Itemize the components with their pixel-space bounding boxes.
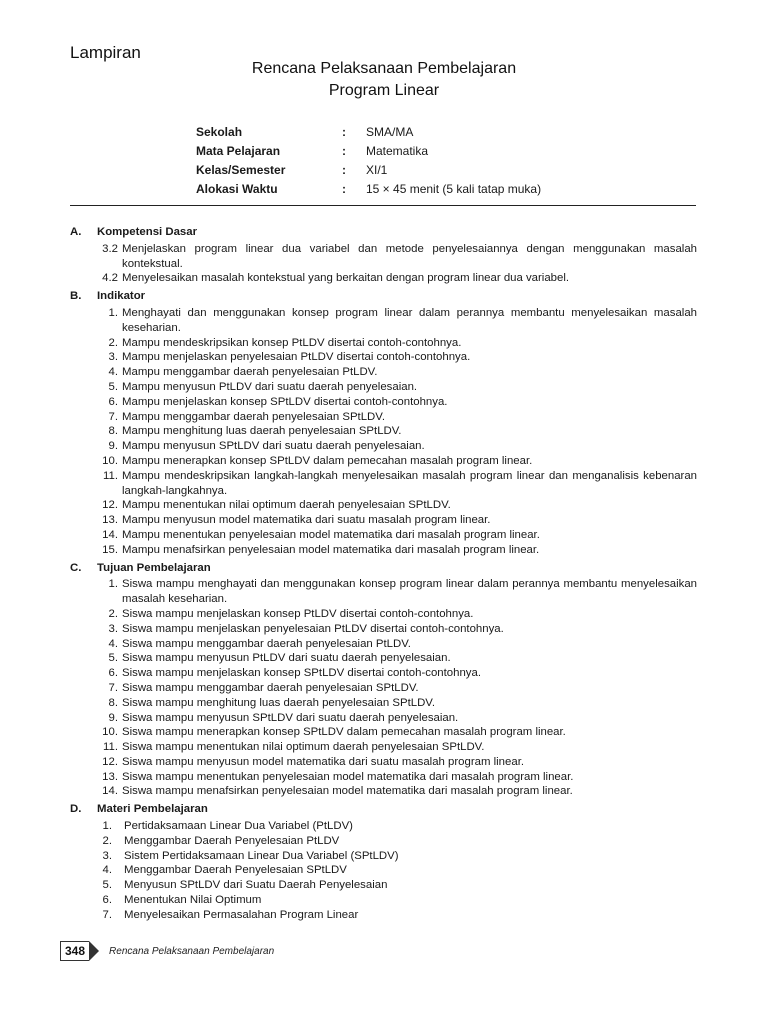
list-item	[70, 696, 697, 711]
meta-colon: :	[342, 144, 346, 158]
list-item-text: Siswa mampu menggambar daerah penyelesaian SPtLDV.	[122, 681, 419, 694]
list-item-text: Siswa mampu menghitung luas daerah penyelesaian SPtLDV.	[122, 696, 436, 709]
list-item-text: Siswa mampu menyusun PtLDV dari suatu daerah penyelesaian.	[122, 652, 451, 665]
list-item-number: 15.	[102, 543, 118, 556]
list-item-number: 2.	[108, 336, 118, 349]
list-item	[70, 666, 697, 681]
list-item-text: Siswa mampu menerapkan konsep SPtLDV dalam pemecahan masalah program linear.	[122, 726, 566, 739]
list-item-number: 5.	[102, 879, 112, 892]
list-item-text: Pertidaksamaan Linear Dua Variabel (PtLDV)	[124, 820, 353, 833]
list-item	[70, 878, 697, 893]
list-item	[70, 469, 697, 499]
list-item	[70, 770, 697, 785]
list-item-text: Mampu menentukan penyelesaian model matematika dari masalah program linear.	[122, 528, 540, 541]
section-items	[70, 819, 697, 923]
list-item	[70, 908, 697, 923]
list-item-text: Menggambar Daerah Penyelesaian SPtLDV	[124, 864, 347, 877]
meta-row-alokasi-waktu	[196, 180, 541, 199]
section-tujuan-pembelajaran	[70, 561, 697, 800]
list-item	[70, 380, 697, 395]
list-item-text: Siswa mampu menyusun SPtLDV dari suatu daerah penyelesaian.	[122, 711, 459, 724]
meta-value: Matematika	[366, 144, 429, 158]
section-items	[70, 577, 697, 799]
meta-key: Mata Pelajaran	[196, 144, 281, 158]
list-item	[70, 528, 697, 543]
list-item	[70, 755, 697, 770]
list-item	[70, 637, 697, 652]
meta-colon: :	[342, 182, 346, 196]
header-divider	[70, 205, 696, 206]
list-item	[70, 424, 697, 439]
list-item	[70, 454, 697, 469]
document-title	[0, 58, 768, 102]
list-item	[70, 784, 697, 799]
list-item-number: 3.2	[102, 242, 118, 255]
list-item	[70, 607, 697, 622]
list-item	[70, 513, 697, 528]
list-item-number: 8.	[108, 696, 118, 709]
list-item-text: Siswa mampu menafsirkan penyelesaian model matematika dari masalah program linear.	[122, 785, 573, 798]
list-item-text: Mampu menerapkan konsep SPtLDV dalam pemecahan masalah program linear.	[122, 454, 533, 467]
title-line-2: Program Linear	[328, 82, 440, 99]
list-item	[70, 711, 697, 726]
list-item	[70, 725, 697, 740]
list-item-number: 4.	[108, 637, 118, 650]
list-item-number: 13.	[102, 514, 118, 527]
section-indikator	[70, 289, 697, 557]
list-item-text: Menyelesaikan Permasalahan Program Linear	[124, 908, 359, 921]
list-item-text: Siswa mampu menyusun model matematika dari suatu masalah program linear.	[122, 755, 525, 768]
section-title: Materi Pembelajaran	[97, 803, 208, 816]
list-item-text: Mampu menggambar daerah penyelesaian SPtLDV.	[122, 410, 385, 423]
section-letter: C.	[70, 561, 82, 574]
list-item-number: 3.	[102, 849, 112, 862]
list-item-text: Menghayati dan menggunakan konsep program linear dalam perannya membantu menyelesaikan masalah keseharian.	[122, 306, 697, 334]
list-item	[70, 365, 697, 380]
list-item-text: Mampu menentukan nilai optimum daerah penyelesaian SPtLDV.	[122, 499, 451, 512]
footer-title: Rencana Pelaksanaan Pembelajaran	[109, 945, 275, 957]
list-item-text: Menyusun SPtLDV dari Suatu Daerah Penyelesaian	[124, 879, 388, 892]
list-item-number: 9.	[108, 440, 118, 453]
list-item-text: Mampu menjelaskan konsep SPtLDV disertai contoh-contohnya.	[122, 395, 448, 408]
list-item	[70, 834, 697, 849]
list-item	[70, 622, 697, 637]
list-item-number: 4.	[108, 366, 118, 379]
list-item-number: 14.	[102, 528, 118, 541]
page-number: 348	[60, 941, 89, 961]
list-item-number: 12.	[102, 499, 118, 512]
list-item-number: 2.	[108, 607, 118, 620]
section-letter: A.	[70, 226, 82, 238]
list-item-number: 10.	[102, 454, 118, 467]
meta-key: Kelas/Semester	[196, 163, 286, 177]
meta-key: Alokasi Waktu	[196, 182, 278, 196]
list-item	[70, 543, 697, 558]
list-item	[70, 336, 697, 351]
list-item-number: 6.	[102, 894, 112, 907]
list-item-text: Menjelaskan program linear dua variabel dan metode penyelesaiannya dengan menggunakan masalah kontekstual.	[122, 242, 697, 270]
meta-value: XI/1	[366, 163, 388, 177]
section-items	[70, 242, 697, 286]
list-item-number: 4.2	[102, 272, 118, 285]
appendix-label: Lampiran	[70, 43, 141, 62]
meta-colon: :	[342, 125, 346, 139]
list-item-number: 3.	[108, 622, 118, 635]
list-item-number: 7.	[102, 908, 112, 921]
list-item-text: Mampu mendeskripsikan konsep PtLDV disertai contoh-contohnya.	[122, 336, 462, 349]
list-item	[70, 740, 697, 755]
section-items	[70, 306, 697, 558]
list-item	[70, 439, 697, 454]
section-title: Kompetensi Dasar	[97, 226, 198, 238]
page-footer	[60, 940, 274, 962]
meta-value: SMA/MA	[366, 125, 414, 139]
section-heading	[70, 289, 697, 304]
list-item-number: 11.	[103, 741, 118, 754]
list-item-number: 11.	[103, 469, 118, 482]
list-item-number: 14.	[102, 785, 118, 798]
list-item-number: 6.	[108, 395, 118, 408]
list-item	[70, 681, 697, 696]
section-heading	[70, 225, 697, 240]
list-item	[70, 893, 697, 908]
list-item-text: Mampu menggambar daerah penyelesaian PtLDV.	[122, 366, 378, 379]
list-item-number: 5.	[108, 652, 118, 665]
section-letter: D.	[70, 803, 82, 816]
list-item-number: 13.	[102, 770, 118, 783]
list-item-number: 2.	[102, 834, 112, 847]
page-arrow-icon	[89, 941, 99, 961]
list-item-number: 1.	[108, 306, 118, 319]
list-item-text: Mampu menyusun model matematika dari suatu masalah program linear.	[122, 514, 491, 527]
list-item-text: Mampu menyusun PtLDV dari suatu daerah penyelesaian.	[122, 380, 418, 393]
list-item-text: Menggambar Daerah Penyelesaian PtLDV	[124, 834, 340, 847]
list-item	[70, 651, 697, 666]
list-item-number: 1.	[102, 820, 112, 833]
list-item	[70, 577, 697, 607]
list-item-number: 6.	[108, 667, 118, 680]
section-heading	[70, 561, 697, 576]
list-item	[70, 863, 697, 878]
list-item-text: Siswa mampu menjelaskan konsep PtLDV disertai contoh-contohnya.	[122, 607, 474, 620]
list-item	[70, 350, 697, 365]
list-item-text: Siswa mampu menentukan penyelesaian model matematika dari masalah program linear.	[122, 770, 574, 783]
meta-row-kelas-semester	[196, 161, 541, 180]
meta-value: 15 × 45 menit (5 kali tatap muka)	[366, 182, 542, 196]
list-item	[70, 849, 697, 864]
list-item	[70, 242, 697, 272]
list-item-text: Siswa mampu menggambar daerah penyelesaian PtLDV.	[122, 637, 411, 650]
list-item-text: Mampu menjelaskan penyelesaian PtLDV disertai contoh-contohnya.	[122, 351, 471, 364]
document-body	[70, 225, 697, 926]
list-item-text: Mampu menghitung luas daerah penyelesaian SPtLDV.	[122, 425, 402, 438]
list-item-text: Siswa mampu menghayati dan menggunakan konsep program linear dalam perannya membantu menyelesaikan masalah keseharian.	[122, 578, 697, 606]
section-heading	[70, 802, 697, 817]
list-item-text: Mampu menafsirkan penyelesaian model matematika dari masalah program linear.	[122, 543, 540, 556]
section-kompetensi-dasar	[70, 225, 697, 286]
section-materi-pembelajaran	[70, 802, 697, 922]
list-item-text: Siswa mampu menentukan nilai optimum daerah penyelesaian SPtLDV.	[122, 741, 485, 754]
list-item-text: Mampu menyusun SPtLDV dari suatu daerah penyelesaian.	[122, 440, 425, 453]
list-item-text: Menentukan Nilai Optimum	[124, 894, 262, 907]
list-item	[70, 819, 697, 834]
list-item-number: 7.	[108, 681, 118, 694]
section-title: Indikator	[97, 290, 146, 303]
list-item-number: 3.	[108, 351, 118, 364]
list-item-number: 1.	[108, 578, 118, 591]
list-item	[70, 410, 697, 425]
title-line-1: Rencana Pelaksanaan Pembelajaran	[251, 60, 517, 77]
list-item-number: 10.	[102, 726, 118, 739]
section-title: Tujuan Pembelajaran	[97, 561, 211, 574]
list-item	[70, 395, 697, 410]
list-item-number: 8.	[108, 425, 118, 438]
section-letter: B.	[70, 290, 82, 303]
list-item-number: 9.	[108, 711, 118, 724]
meta-row-sekolah	[196, 123, 541, 142]
list-item-text: Mampu mendeskripsikan langkah-langkah menyelesaikan masalah program linear dan menganalisis kebenaran langkah-langkahnya.	[122, 469, 697, 497]
list-item-number: 7.	[108, 410, 118, 423]
list-item-text: Menyelesaikan masalah kontekstual yang berkaitan dengan program linear dua variabel.	[122, 272, 570, 285]
list-item-number: 4.	[102, 864, 112, 877]
meta-colon: :	[342, 163, 346, 177]
list-item	[70, 306, 697, 336]
meta-row-mata-pelajaran	[196, 142, 541, 161]
list-item	[70, 271, 697, 286]
list-item-text: Siswa mampu menjelaskan konsep SPtLDV disertai contoh-contohnya.	[122, 667, 481, 680]
list-item-text: Siswa mampu menjelaskan penyelesaian PtLDV disertai contoh-contohnya.	[122, 622, 504, 635]
list-item-text: Sistem Pertidaksamaan Linear Dua Variabel (SPtLDV)	[124, 849, 399, 862]
list-item-number: 5.	[108, 380, 118, 393]
list-item-number: 12.	[102, 755, 118, 768]
list-item	[70, 498, 697, 513]
meta-table	[196, 123, 541, 199]
meta-key: Sekolah	[196, 125, 243, 139]
